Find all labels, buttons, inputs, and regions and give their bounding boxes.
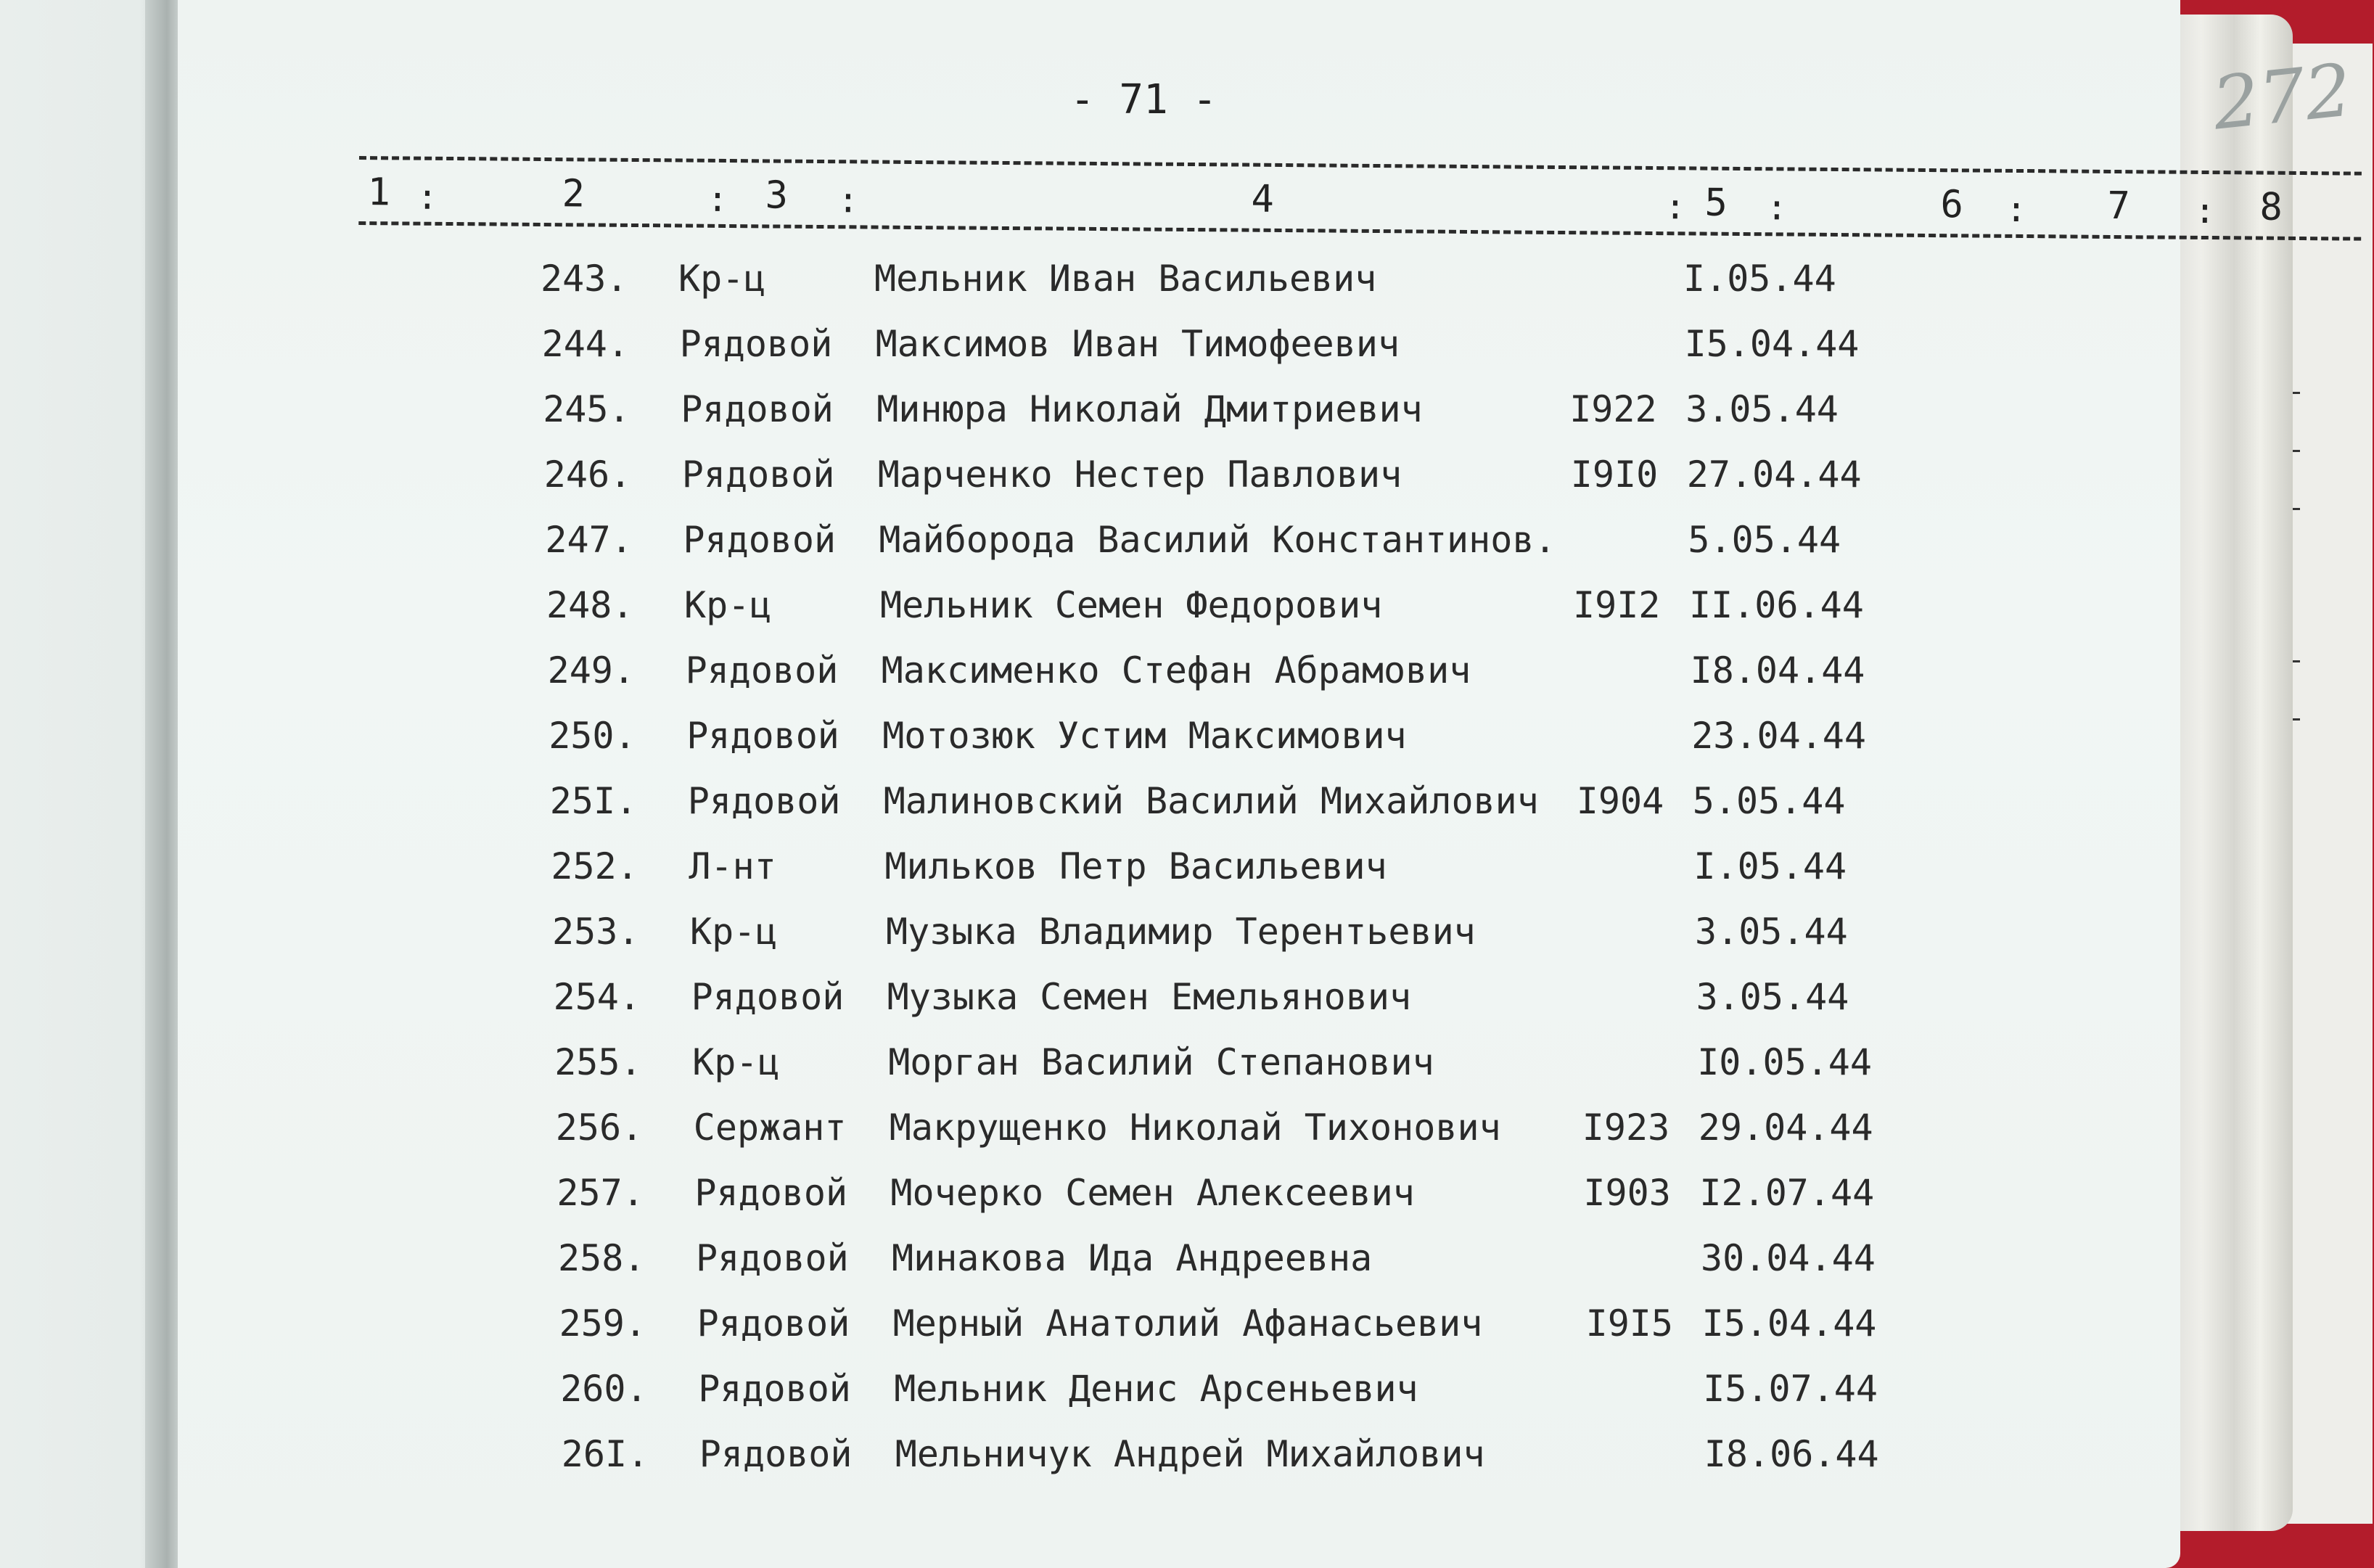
- record-name: Максимов Иван Тимофеевич: [875, 323, 1400, 365]
- record-date: 23.04.44: [1691, 715, 1867, 757]
- record-birth-year: I9I0: [1570, 453, 1659, 496]
- table-row: [546, 584, 2070, 642]
- record-number: 245.: [543, 388, 631, 430]
- record-birth-year: I9I2: [1573, 584, 1661, 626]
- column-separator: :: [1766, 187, 1788, 229]
- record-date: I5.04.44: [1701, 1302, 1877, 1345]
- record-birth-year: I923: [1582, 1107, 1670, 1149]
- record-date: I8.04.44: [1690, 649, 1865, 691]
- column-separator: :: [1664, 186, 1686, 228]
- record-number: 258.: [558, 1237, 646, 1279]
- record-name: Музыка Владимир Терентьевич: [886, 911, 1476, 953]
- record-name: Мочерко Семен Алексеевич: [890, 1172, 1415, 1214]
- record-birth-year: I922: [1569, 388, 1657, 430]
- record-date: 5.05.44: [1692, 780, 1846, 822]
- record-name: Мельник Иван Васильевич: [874, 258, 1377, 300]
- table-row: [558, 1237, 2082, 1295]
- record-number: 254.: [553, 976, 641, 1018]
- record-number: 253.: [552, 911, 640, 953]
- record-date: I2.07.44: [1699, 1172, 1875, 1214]
- table-row: [556, 1107, 2079, 1165]
- table-row: [548, 649, 2071, 707]
- table-row: [559, 1302, 2083, 1360]
- table-row: [560, 1368, 2084, 1426]
- record-name: Мерный Анатолий Афанасьевич: [892, 1302, 1483, 1345]
- record-date: 27.04.44: [1686, 453, 1862, 496]
- record-rank: Рядовой: [698, 1368, 851, 1410]
- record-number: 256.: [555, 1107, 644, 1149]
- record-number: 259.: [559, 1302, 647, 1345]
- record-number: 250.: [549, 715, 636, 757]
- record-birth-year: I903: [1583, 1172, 1671, 1214]
- record-rank: Кр-ц: [692, 1041, 780, 1083]
- record-rank: Рядовой: [696, 1237, 849, 1279]
- table-row: [545, 519, 2069, 577]
- record-name: Мельник Денис Арсеньевич: [894, 1368, 1418, 1410]
- record-number: 26I.: [561, 1433, 649, 1475]
- column-number: 4: [1251, 177, 1275, 221]
- record-date: I8.06.44: [1704, 1433, 1879, 1475]
- record-rank: Кр-ц: [678, 258, 766, 300]
- table-row: [544, 453, 2068, 512]
- record-name: Минюра Николай Дмитриевич: [876, 388, 1423, 430]
- record-date: 29.04.44: [1698, 1107, 1873, 1149]
- record-rank: Рядовой: [686, 715, 839, 757]
- record-name: Морган Василий Степанович: [888, 1041, 1434, 1083]
- record-rank: Кр-ц: [684, 584, 772, 626]
- record-name: Мильков Петр Васильевич: [884, 845, 1387, 887]
- record-rank: Рядовой: [691, 976, 845, 1018]
- record-name: Майборода Василий Константинов.: [879, 519, 1556, 561]
- record-rank: Рядовой: [697, 1302, 850, 1345]
- record-number: 248.: [546, 584, 634, 626]
- record-number: 257.: [556, 1172, 644, 1214]
- record-rank: Сержант: [693, 1107, 847, 1149]
- column-number: 1: [367, 171, 391, 215]
- record-rank: Рядовой: [685, 649, 839, 691]
- record-number: 255.: [554, 1041, 642, 1083]
- record-number: 249.: [547, 649, 636, 691]
- record-rank: Рядовой: [681, 453, 835, 496]
- column-number: 7: [2107, 184, 2131, 229]
- record-date: I5.04.44: [1684, 323, 1860, 365]
- column-separator: :: [837, 180, 859, 221]
- record-name: Минакова Ида Андреевна: [892, 1237, 1373, 1279]
- column-separator: :: [707, 178, 728, 220]
- handwritten-annotation: 272: [2209, 47, 2356, 147]
- record-name: Марченко Нестер Павлович: [877, 453, 1402, 496]
- record-birth-year: I904: [1576, 780, 1664, 822]
- table-row: [543, 388, 2066, 446]
- record-rank: Рядовой: [683, 519, 837, 561]
- record-number: 243.: [541, 258, 628, 300]
- record-name: Макрущенко Николай Тихонович: [889, 1107, 1501, 1149]
- column-separator: :: [2194, 190, 2216, 232]
- record-date: I.05.44: [1693, 845, 1847, 887]
- record-name: Музыка Семен Емельянович: [887, 976, 1412, 1018]
- record-name: Мельничук Андрей Михайлович: [895, 1433, 1485, 1475]
- record-number: 244.: [541, 323, 630, 365]
- table-row: [562, 1433, 2085, 1491]
- table-row: [550, 780, 2074, 838]
- record-date: 3.05.44: [1696, 976, 1849, 1018]
- record-date: I5.07.44: [1703, 1368, 1878, 1410]
- record-birth-year: I9I5: [1585, 1302, 1674, 1345]
- record-number: 252.: [551, 845, 638, 887]
- record-name: Мельник Семен Федорович: [880, 584, 1383, 626]
- record-number: 247.: [545, 519, 633, 561]
- table-row: [554, 976, 2077, 1034]
- column-number: 8: [2259, 185, 2283, 229]
- record-number: 246.: [543, 453, 632, 496]
- page-number: - 71 -: [1070, 76, 1217, 123]
- record-date: 3.05.44: [1695, 911, 1848, 953]
- record-date: 5.05.44: [1688, 519, 1841, 561]
- record-rank: Рядовой: [679, 323, 833, 365]
- record-rank: Кр-ц: [690, 911, 778, 953]
- record-date: I.05.44: [1683, 258, 1836, 300]
- record-date: 30.04.44: [1701, 1237, 1876, 1279]
- record-number: 25I.: [549, 780, 638, 822]
- column-number: 2: [562, 172, 586, 216]
- column-separator: :: [2005, 189, 2027, 231]
- table-row: [542, 323, 2066, 381]
- table-row: [554, 1041, 2078, 1099]
- record-date: I0.05.44: [1697, 1041, 1873, 1083]
- table-row: [541, 258, 2064, 316]
- record-name: Мотозюк Устим Максимович: [882, 715, 1407, 757]
- record-rank: Рядовой: [699, 1433, 853, 1475]
- table-row: [551, 845, 2074, 903]
- column-number: 3: [765, 173, 789, 218]
- column-number: 6: [1940, 183, 1964, 227]
- record-name: Максименко Стефан Абрамович: [881, 649, 1471, 691]
- table-row: [552, 911, 2076, 969]
- record-rank: Рядовой: [681, 388, 834, 430]
- record-name: Малиновский Василий Михайлович: [883, 780, 1539, 822]
- record-date: 3.05.44: [1685, 388, 1839, 430]
- record-rank: Рядовой: [687, 780, 841, 822]
- record-rank: Л-нт: [689, 845, 776, 887]
- table-row: [549, 715, 2072, 773]
- table-row: [556, 1172, 2080, 1230]
- record-rank: Рядовой: [694, 1172, 848, 1214]
- column-number: 5: [1704, 181, 1728, 225]
- record-number: 260.: [560, 1368, 648, 1410]
- column-separator: :: [416, 176, 438, 218]
- record-date: II.06.44: [1689, 584, 1864, 626]
